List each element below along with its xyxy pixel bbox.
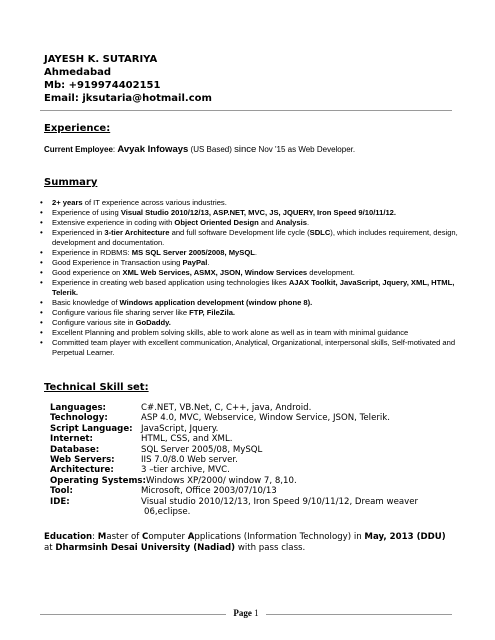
text-run: of IT experience across various industries.	[82, 198, 227, 207]
summary-list	[36, 198, 472, 358]
skill-row	[50, 445, 418, 455]
skill-row	[50, 434, 418, 444]
text-run: and full software Development life cycle (	[169, 228, 310, 238]
summary-item	[52, 218, 472, 228]
summary-heading: Summary	[44, 177, 98, 188]
bold-text: Windows application development (window phone 8).	[119, 297, 313, 307]
bold-text: Analysis	[275, 218, 307, 228]
text-run: Basic knowledge of	[52, 297, 120, 307]
current-employee-line: Current Employee: Avyak Infoways (US Based) since Nov '15 as Web Developer.	[44, 144, 356, 155]
contact-header	[44, 53, 212, 105]
summary-item	[52, 228, 472, 247]
bold-text: XML Web Services, ASMX, JSON, Window Services	[122, 268, 308, 278]
bold-text: Dharmsinh Desai University (Nadiad)	[55, 542, 236, 553]
text-run: aster of	[106, 532, 142, 542]
skill-value: Microsoft, Office 2003/07/10/13	[141, 486, 277, 497]
summary-item	[52, 318, 472, 328]
skill-label: Technology:	[50, 413, 108, 424]
page-number	[226, 608, 266, 618]
text-run: Experience in creating web based application using technologies likes	[52, 278, 289, 288]
skill-label: Architecture:	[50, 465, 114, 476]
skill-label: IDE:	[50, 496, 70, 507]
skill-row	[50, 413, 418, 423]
skill-label: Tool:	[50, 486, 73, 497]
skill-label: Database:	[50, 444, 100, 455]
bold-text: PayPal	[182, 258, 208, 268]
text-run: Configure various site in	[52, 318, 136, 328]
skill-row	[50, 497, 418, 507]
bold-text: FTP, FileZila.	[189, 308, 236, 318]
company-name: Avyak Infoways	[117, 144, 189, 155]
text-run: at	[44, 542, 56, 553]
text-run: Good Experience in Transaction using	[52, 258, 183, 268]
text-run: omputer	[148, 532, 188, 542]
summary-item	[52, 278, 472, 297]
text-run: Good experience on	[52, 268, 123, 278]
current-employee-label: Current Employee	[44, 145, 113, 154]
text-run: Excellent Planning and problem solving skills, able to work alone as well as in team with minimal guidance	[52, 328, 409, 338]
skill-label: Internet:	[50, 434, 93, 445]
candidate-name: JAYESH K. SUTARIYA	[44, 54, 158, 65]
skills-heading: Technical Skill set:	[44, 382, 149, 393]
skill-value: IIS 7.0/8.0 Web server.	[141, 455, 238, 466]
skill-value: 3 –tier archive, MVC.	[141, 465, 230, 476]
company-note: (US Based)	[190, 145, 232, 154]
employment-detail: Nov '15 as Web Developer.	[258, 145, 356, 154]
skill-label	[50, 507, 144, 517]
text-run: Experienced in	[52, 228, 105, 238]
experience-heading: Experience:	[44, 123, 111, 134]
summary-item	[52, 328, 472, 338]
text-run: .	[306, 218, 310, 228]
candidate-email: Email: jksutaria@hotmail.com	[44, 93, 212, 104]
bold-text: C	[142, 532, 149, 542]
skill-row	[50, 465, 418, 475]
summary-item	[52, 258, 472, 268]
skill-value: C#.NET, VB.Net, C, C++, java, Android.	[141, 403, 312, 413]
bold-text: 2+ years	[52, 198, 83, 207]
bold-text: May, 2013 (DDU)	[364, 532, 446, 542]
text-run: Configure various file sharing server like	[52, 308, 190, 318]
skill-row	[50, 507, 418, 517]
bold-text: Object Oriented Design	[174, 218, 259, 228]
bold-text: Visual Studio 2010/12/13, ASP.NET, MVC, JS, JQUERY, Iron Speed 9/10/11/12.	[120, 208, 396, 218]
skill-row	[50, 476, 418, 486]
text-run: development.	[307, 268, 355, 278]
skill-value: HTML, CSS, and XML.	[141, 434, 233, 445]
skill-row	[50, 424, 418, 434]
summary-item	[52, 308, 472, 318]
summary-item	[52, 298, 472, 308]
summary-item	[52, 268, 472, 278]
text-run: Experience in RDBMS:	[52, 247, 132, 257]
skill-value: Visual studio 2010/12/13, Iron Speed 9/10/11/12, Dream weaver	[141, 496, 419, 507]
text-run: :	[92, 532, 98, 542]
skills-table	[50, 403, 418, 517]
text-run: Experience of using	[52, 208, 121, 218]
text-run: Committed team player with excellent communication, Analytical, Organizational, interpersonal skills, Self-motivated and Perpetual Learner.	[52, 338, 456, 357]
summary-item	[52, 198, 472, 208]
skill-label: Script Language:	[50, 423, 133, 434]
header-divider	[40, 110, 452, 111]
since-word: since	[234, 144, 257, 155]
bold-text: SDLC	[309, 228, 331, 238]
education-line	[44, 532, 454, 553]
skill-row	[50, 455, 418, 465]
candidate-city: Ahmedabad	[44, 67, 112, 78]
page-number-value: 1	[254, 608, 259, 618]
skill-label: Operating Systems:	[50, 475, 146, 486]
text-run: pplications (Information Technology) in	[194, 532, 365, 542]
text-run: and	[258, 218, 276, 228]
skill-row	[50, 403, 418, 413]
bold-text: 3-tier Architecture	[104, 228, 170, 238]
skill-value: JavaScript, Jquery.	[141, 423, 219, 434]
candidate-mobile: Mb: +919974402151	[44, 80, 161, 91]
skill-label: Languages:	[50, 403, 106, 413]
text-run: Extensive experience in coding with	[52, 218, 175, 228]
bold-text: M	[97, 532, 107, 542]
summary-item	[52, 338, 472, 357]
skill-label: Web Servers:	[50, 455, 115, 466]
bold-text: A	[187, 532, 195, 542]
bold-text: GoDaddy.	[135, 318, 171, 328]
bold-text: MS SQL Server 2005/2008, MySQL	[131, 247, 255, 257]
skill-value: Windows XP/2000/ window 7, 8,10.	[146, 475, 297, 486]
footer-divider-left	[40, 614, 226, 615]
skill-value: SQL Server 2005/08, MySQL	[141, 444, 263, 455]
text-run: .	[207, 258, 210, 268]
text-run: .	[254, 247, 258, 257]
bold-text: Education	[44, 532, 93, 542]
text-run: with pass class.	[235, 542, 306, 553]
text-run: ), which includes requirement, design, development and documentation.	[52, 228, 458, 247]
footer-divider-right	[266, 614, 452, 615]
bold-text: AJAX Toolkit, JavaScript, Jquery, XML, HTML, Telerik.	[52, 278, 455, 297]
summary-item	[52, 248, 472, 258]
skill-value: 06,eclipse.	[144, 507, 191, 518]
page-label: Page	[233, 608, 252, 618]
skill-value: ASP 4.0, MVC, Webservice, Window Service, JSON, Telerik.	[141, 413, 390, 424]
summary-item	[52, 208, 472, 218]
skill-row	[50, 486, 418, 496]
